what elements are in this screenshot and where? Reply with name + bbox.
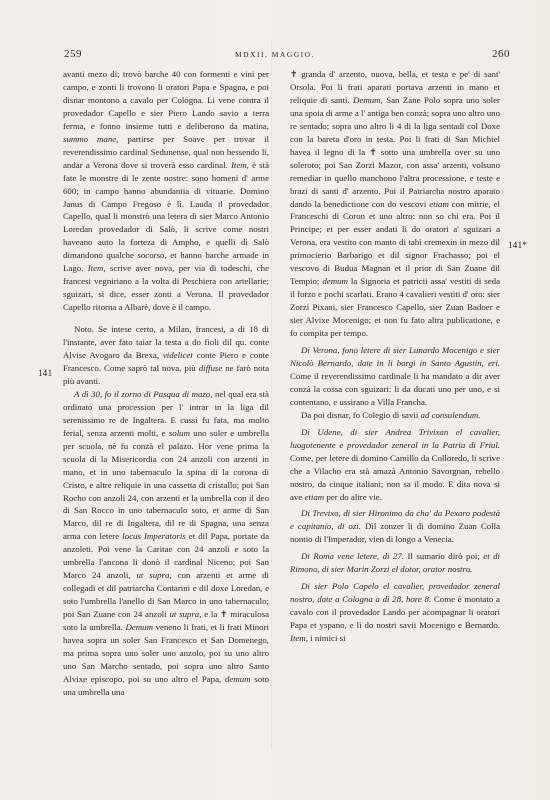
paragraph: Di sier Polo Capelo el cavalier, provedador zeneral nostro, date a Cologna a dì 28, hore 8. Come è montato a cavalo con il provedador Lando per acompagnar li oratori Papa et yspano, e li do nostri savii Mocenigo e Bernardo. Item, i nimici si (290, 581, 500, 644)
paragraph: avanti mezo di; trovò barche 40 con formenti e vini per campo, e zonti li trovono li oratori Papa e Spagna, e poi disnar montono a cavalo per Cologna. Li vene contra il provedador Capello e sier Piero Lando savio a terra ferma, e fonno insieme tutti e deliberono da matina, summo mane, partirse per Soave per trovar il reverendissimo cardinal Sedunense, qual non hessendo lì, andar a Verona dove si troverà esso cardinal. Item, è stà fate le monstre di le zente nostre: sono homeni d' arme 600; in campo hanno abundantia di vituarie. Domino Janus di Campo Fregoso è lì. Lauda il provedador Capello, qual li monstrò una letera di sier Marco Antonio Loredan provedador di Salò, li scrive come nostri haveano auto la forteza di Ampho, e quelli di Salò dimandono qualche socorso, et hanno barche armade in Lago. Item, scrive aver nova, per via di todeschi, che francesi vegniriano a la volta di Peschiera con artellarie; sguizari, si dice, esser zonti a Verona. Il provedador Capello ritorna a Albarè, dove è il campo. (63, 69, 269, 313)
paragraph: Di Roma vene letere, di 27. Il sumario dirò poi; et di Rimono, di sier Marin Zorzi el dotor, orator nostro. (290, 551, 500, 575)
margin-note-right: 141* (508, 240, 528, 250)
paragraph: Da poi disnar, fo Colegio di savii ad consulendum. (301, 409, 481, 420)
page-number-right: 260 (492, 48, 510, 60)
paragraph: Di Udene, di sier Andrea Trivixan el cavalier, luogotenente e provedador zeneral in la Patria di Friul. Come, per letere di domino Camillo da Colloredo, li scrive che a Vilacho era stà amazà Antonio Savorgnan, rebello nostro, da cinque italiani; non sa il modo. E dita nova si ave etiam per do altre vie. (290, 426, 500, 502)
page-gutter (271, 40, 272, 750)
running-head: MDXII, MAGGIO. (235, 50, 315, 59)
paragraph: Noto. Se intese certo, a Milan, francesi, a di 18 di l'instante, aver fato taiar la testa a do fioli dil qu. conte Alvise Avogaro da Brexa, videlicet conte Piero e conte Francesco. Come saprò tal nova, più diffuse ne farò nota più avanti. (63, 324, 269, 386)
paragraph: ✝ granda d' arzento, nuova, bella, et testa e pe' di sant' Orsola. Poi li frati aparati portava arzenti in mano et reliquie di santi. Demum, San Zane Polo sopra uno soler una spoia di arme a l' antiga ben conzà; sopra uno altro uno re sentado; sopra uno altro li 4 di la liga sentadi col Doxe con la bareta d'oro in testa. Poi li frati di San Michiel havea il legno di la ✝ sotto una umbrella over su uno soleroto; poi San Zorzi Mazor, con assa' arzenti, volsuno remediar in quello manchono l'altra processione, e teste e brazi di santi d' arzento. Poi il Patriarcha nostro aparato dando la benedictione con do vescovi etiam con mitrie, el Franceschi di Coron et uno altro: non so chi era. Poi il Principe; et per esser andati lì do oratori a' sguizari a Verona, era vestito con manto di tabì cremexin in mezo dil primocierio Barbarigo et dil signor Frachasso; poi el vescovo di Budua Magnan et il prior di San Zuane dil Tempio; demum la Signoria et patricii assa' vestiti di seda il forzo e pochi scarlati. Erano 4 cavalieri vestiti d' oro: sier Zorzi Pixani, sier Francesco Capello, sier Zuan Badoer e sier Alvixe Mocenigo; et non fu fato altra publicatione, e fo compita per tempo. (290, 69, 501, 339)
paragraph: A dì 30, fo il zorno di Pasqua di mazo, nel qual era stà ordinato una procession per l' intrar in la liga dil serenissimo re de Ingaltera. E cussì fu fata, ma molto ferial, senza arzenti molti, e solum uno soler e umbrella per scuola, nè fu conzà el palazo. Hor vene prima la scuola di la Misericordia con 24 anzoli con arzenti in mano, et in uno tabernaculo la spina di la corona di Cristo, e altre reliquie in una cassetta di cristallo; poi San Rocho con anzoli 24, con arzenti et la umbrella con il deo di San Rocco in uno tabernaculo soto, et arme di San Marco, dil re di Ingaltera, dil re di Spagna, una senza arma con letere locus Imperatoris et dil Papa, portate da anzoleti. Poi vene la Caritae con 24 anzoli e soto la umbrella l'ancona li donò il cardinal Niceno; poi San Marco 24 anzoli, ut supra, con arzenti et arme di collegadi et dil patriarcha Contarini e dil doxe Loredan, e soto l'umbrella l'anello di San Marco in uno tabernaculo; poi San Zuane con 24 anzoli ut supra, e la ✝ miraculosa soto la umbrella. Demum veneno li frati, et li frati Minori havea sopra un soler San Francesco et San Domenego, ma prima sopra uno soler uno anzolo, poi su uno altro uno San Marcho sentado, poi sopra uno altro Santo Alvixe episcopo, poi su uno altro el Papa, demum soto una umbrella una (63, 388, 270, 697)
right-text-column (290, 68, 500, 645)
page-number-left: 259 (64, 48, 82, 60)
paragraph: Di Trevixo, di sier Hironimo da cha' da Pexaro podestà e capitanio, di ozi. Dil zonzer li di domino Zuan Colla nontio di l'Imperador, vien di longo a Venecia. (290, 508, 501, 545)
margin-note-left: 141 (38, 368, 53, 378)
left-text-column (63, 68, 269, 699)
paragraph: Di Verona, fono letere di sier Lunardo Mocenigo e sier Nicolò Bernardo, date in li borgi in Santo Agustin, eri. Come il reverendissimo cardinale li ha mandato a dir aver conzà la cossa con sguizari: li da ducati uno per uno, e si contentano, e ussirano a Villa Francha. (290, 345, 500, 407)
